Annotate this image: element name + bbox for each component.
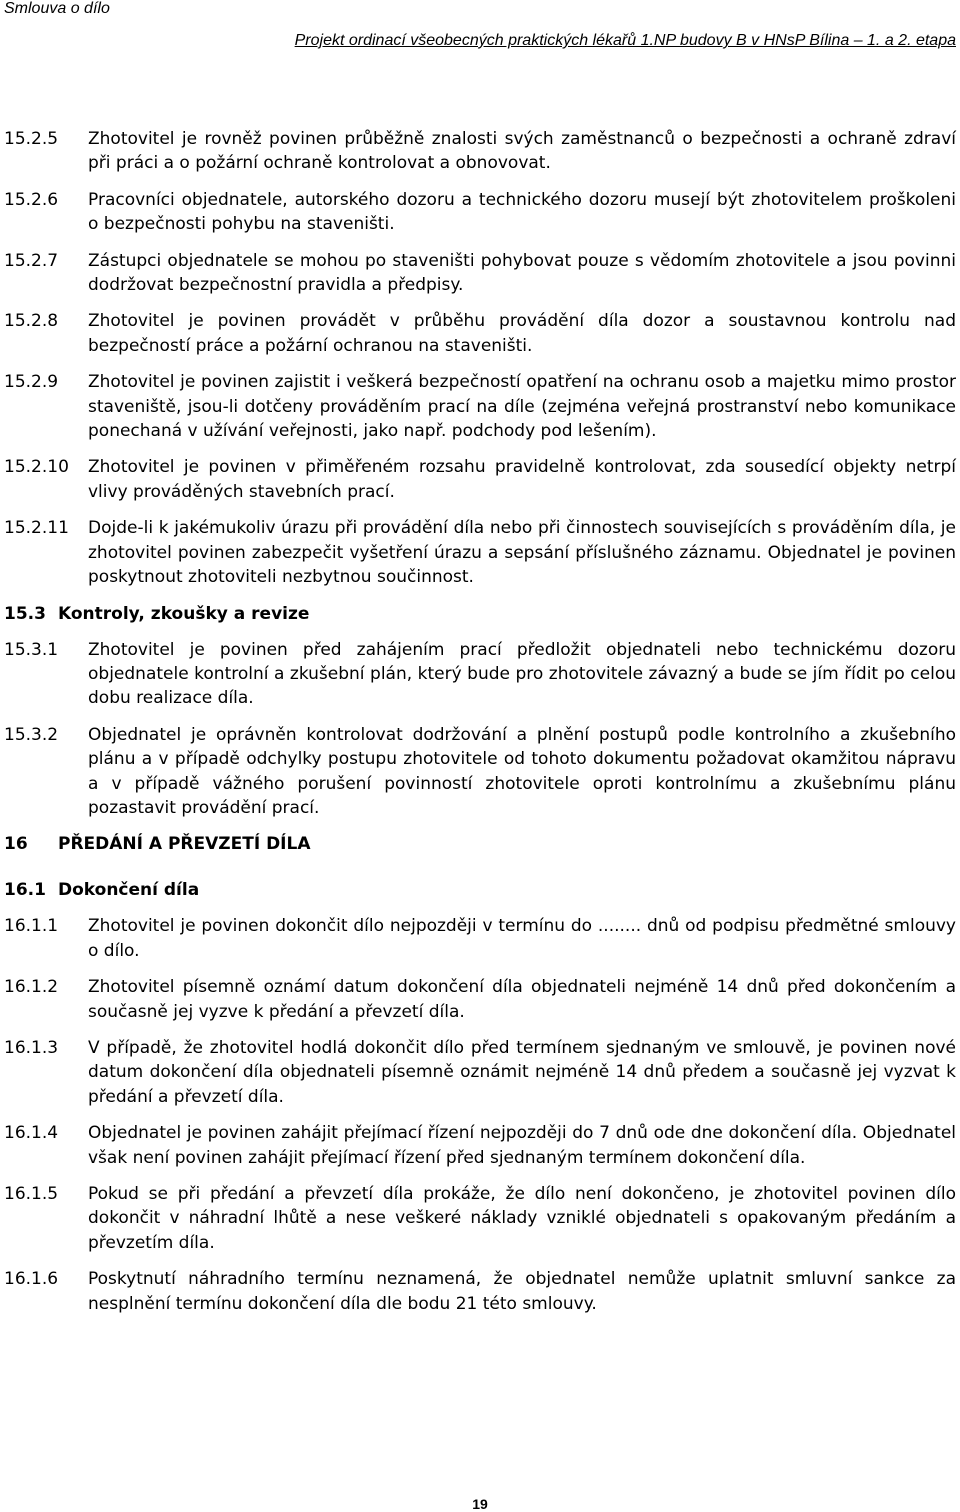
- clause-text: Objednatel je povinen zahájit přejímací řízení nejpozději do 7 dnů ode dne dokončení díla. Objednatel však není povinen zahájit přejímací řízení před sjednaným termínem dokončení díla.: [88, 1123, 956, 1168]
- heading-number: 15.3: [4, 603, 46, 624]
- clause: [0, 975, 960, 1024]
- heading-number: 16: [4, 834, 28, 855]
- clause-number: 16.1.1: [4, 916, 59, 937]
- clause-text: Dojde-li k jakémukoliv úrazu při provádění díla nebo při činnostech souvisejících s prováděním díla, je zhotovitel povinen zabezpečit vyšetření úrazu a sepsání příslušného záznamu. Objednatel je povinen poskytnout zhotoviteli nezbytnou součinnost.: [88, 518, 956, 588]
- clause-text: Zhotovitel je povinen dokončit dílo nejpozději v termínu do ........ dnů od podpisu předmětné smlouvy o dílo.: [88, 916, 956, 961]
- clause: [0, 1267, 960, 1316]
- clause-number: 16.1.6: [4, 1269, 59, 1290]
- clause-text: Zhotovitel je povinen v přiměřeném rozsahu pravidelně kontrolovat, zda sousedící objekty netrpí vlivy prováděných stavebních prací.: [88, 457, 956, 502]
- clause-text: Objednatel je oprávněn kontrolovat dodržování a plnění postupů podle kontrolního a zkušebního plánu a v případě odchylky postupu zhotovitele od tohoto dokumentu požadovat okamžitou nápravu a v případě vážného porušení povinností zhotovitele oproti kontrolnímu a zkušebnímu plánu pozastavit provádění prací.: [88, 724, 956, 818]
- section-15-2-list: [0, 127, 960, 590]
- clause-number: 15.2.6: [4, 189, 59, 210]
- clause: [0, 516, 960, 589]
- clause-number: 15.3.2: [4, 724, 59, 745]
- clause: [0, 638, 960, 711]
- clause: [0, 1182, 960, 1255]
- clause-number: 15.2.9: [4, 372, 59, 393]
- document-body: [0, 127, 960, 1328]
- clause-number: 15.2.11: [4, 518, 69, 539]
- clause: [0, 1121, 960, 1170]
- section-15-3-list: [0, 638, 960, 821]
- clause: [0, 455, 960, 504]
- clause-number: 15.2.8: [4, 311, 59, 332]
- document-title: Smlouva o dílo: [4, 0, 110, 17]
- clause-number: 16.1.4: [4, 1123, 59, 1144]
- clause: [0, 127, 960, 176]
- clause: [0, 370, 960, 443]
- project-title: Projekt ordinací všeobecných praktických lékařů 1.NP budovy B v HNsP Bílina – 1. a 2. etapa: [294, 32, 956, 49]
- clause-text: Zhotovitel písemně oznámí datum dokončení díla objednateli nejméně 14 dnů před dokončením a současně jej vyzve k předání a převzetí díla.: [88, 977, 956, 1022]
- clause: [0, 914, 960, 963]
- clause-text: Zhotovitel je rovněž povinen průběžně znalosti svých zaměstnanců o bezpečnosti a ochraně zdraví při práci a o požární ochraně kontrolovat a obnovovat.: [88, 129, 956, 174]
- heading-title: PŘEDÁNÍ A PŘEVZETÍ DÍLA: [58, 834, 311, 855]
- heading-16: [0, 832, 960, 856]
- clause-number: 16.1.2: [4, 977, 59, 998]
- clause: [0, 249, 960, 298]
- clause: [0, 309, 960, 358]
- heading-title: Dokončení díla: [58, 880, 200, 901]
- clause: [0, 1036, 960, 1109]
- clause-text: Zhotovitel je povinen před zahájením prací předložit objednateli nebo technickému dozoru objednatele kontrolní a zkušební plán, který bude pro zhotovitele závazný a bude se jím řídit po celou dobu realizace díla.: [88, 639, 956, 709]
- heading-title: Kontroly, zkoušky a revize: [58, 603, 310, 624]
- clause-number: 16.1.3: [4, 1037, 59, 1058]
- clause-number: 15.2.10: [4, 457, 69, 478]
- clause-text: V případě, že zhotovitel hodlá dokončit dílo před termínem sjednaným ve smlouvě, je povinen nové datum dokončení díla objednateli písemně oznámit nejméně 14 dnů předem a současně jej vyzvat k předání a převzetí díla.: [88, 1037, 956, 1107]
- clause-text: Zhotovitel je povinen provádět v průběhu provádění díla dozor a soustavnou kontrolu nad bezpečností práce a požární ochranou na staveništi.: [88, 311, 956, 356]
- clause-text: Poskytnutí náhradního termínu neznamená, že objednatel nemůže uplatnit smluvní sankce za nesplnění termínu dokončení díla dle bodu 21 této smlouvy.: [88, 1269, 956, 1314]
- clause-text: Zhotovitel je povinen zajistit i veškerá bezpečností opatření na ochranu osob a majetku mimo prostor staveniště, jsou-li dotčeny prováděním prací na díle (zejména veřejná prostranství nebo komunikace ponechaná v užívání veřejnosti, jako např. podchody pod lešením).: [88, 372, 956, 442]
- clause: [0, 723, 960, 821]
- clause-text: Pokud se při předání a převzetí díla prokáže, že dílo není dokončeno, je zhotovitel povinen dílo dokončit v náhradní lhůtě a nese veškeré náklady vzniklé objednateli s opakovaným předáním a převzetím díla.: [88, 1184, 956, 1253]
- section-16-1-list: [0, 914, 960, 1316]
- clause-number: 15.3.1: [4, 639, 59, 660]
- clause: [0, 188, 960, 237]
- page-number: 19: [472, 1496, 488, 1512]
- heading-16-1: [0, 878, 960, 902]
- clause-text: Pracovníci objednatele, autorského dozoru a technického dozoru musejí být zhotovitelem proškoleni o bezpečnosti pohybu na staveništi.: [88, 189, 956, 235]
- clause-number: 15.2.5: [4, 129, 59, 149]
- clause-number: 16.1.5: [4, 1184, 59, 1204]
- clause-number: 15.2.7: [4, 250, 59, 271]
- heading-15-3: [0, 602, 960, 626]
- clause-text: Zástupci objednatele se mohou po staveništi pohybovat pouze s vědomím zhotovitele a jsou povinni dodržovat bezpečnostní pravidla a předpisy.: [88, 250, 956, 296]
- heading-number: 16.1: [4, 880, 46, 901]
